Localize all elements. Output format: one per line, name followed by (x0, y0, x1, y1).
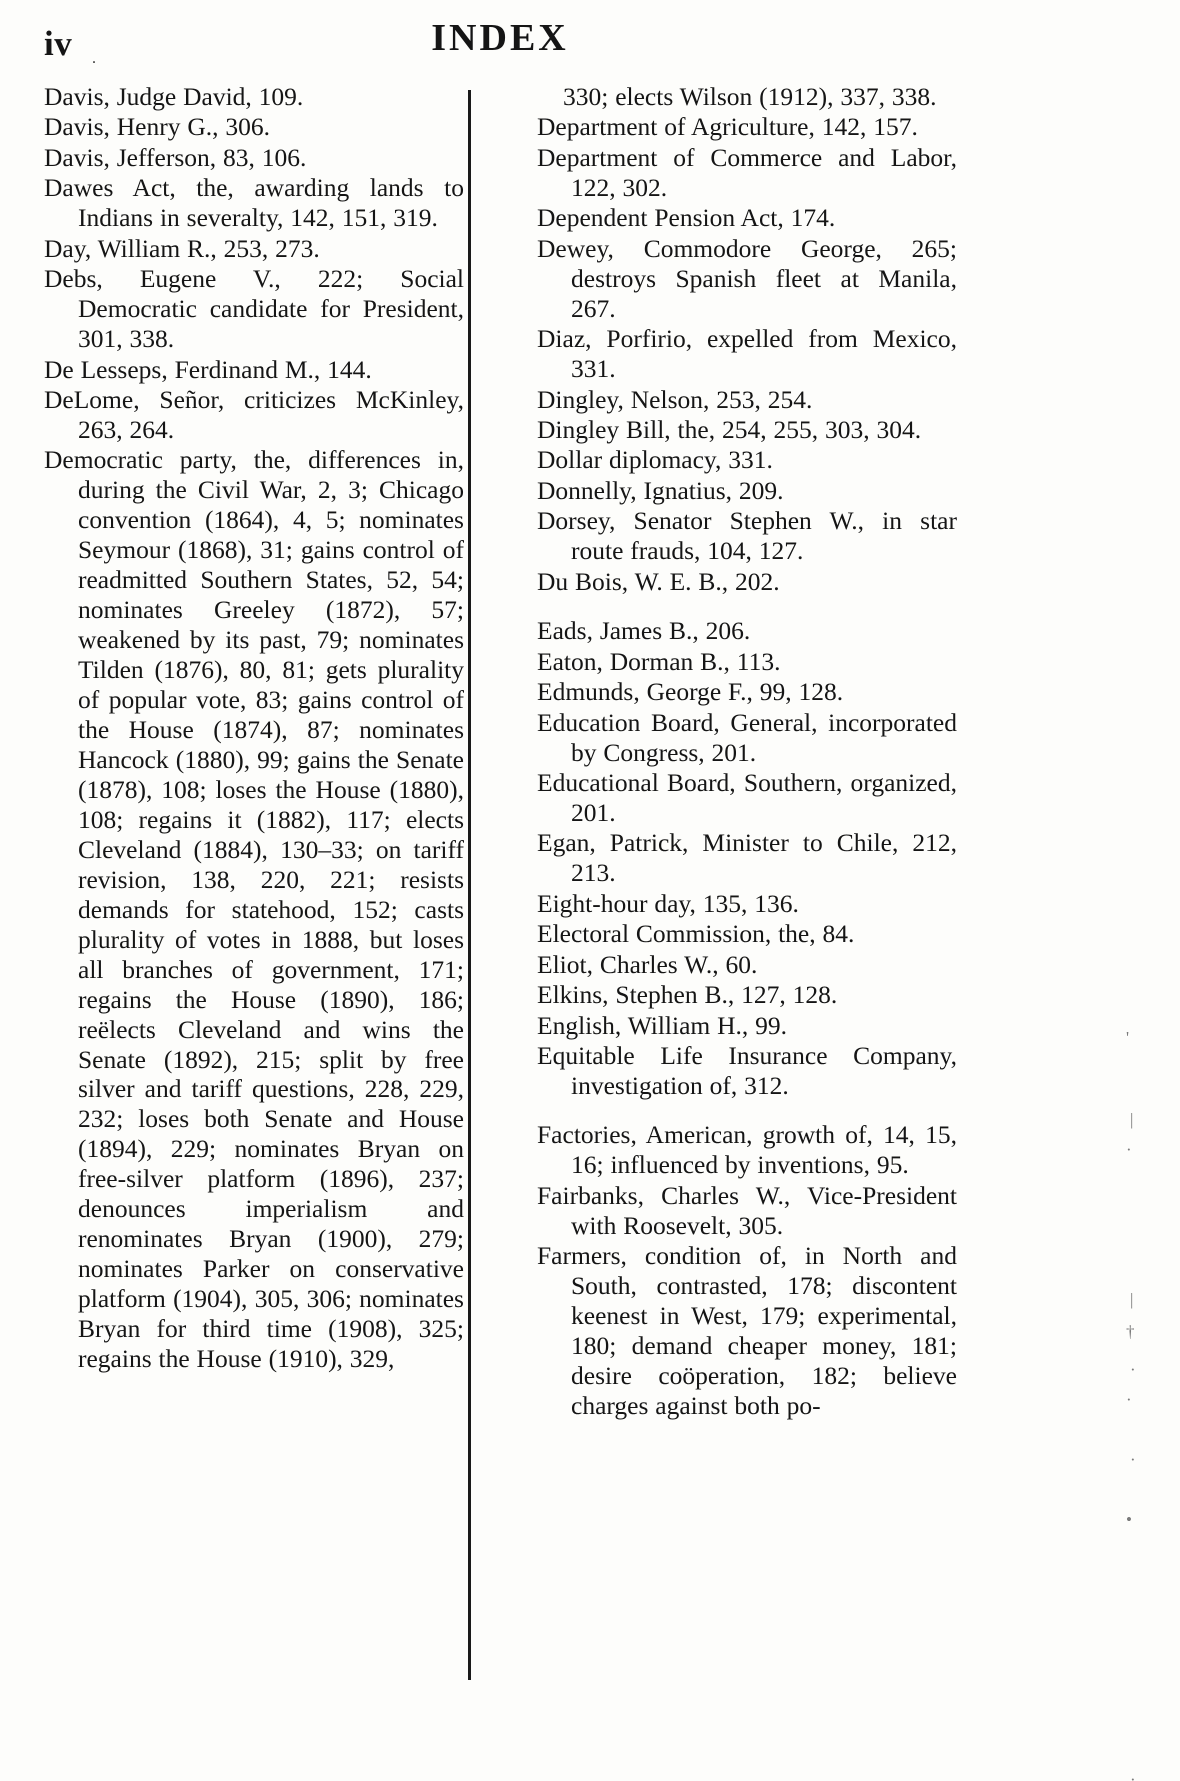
index-entry (537, 1011, 957, 1041)
index-entry-text: Factories, American, growth of, 14, 15, 16; influenced by inventions, 95. (537, 1120, 957, 1180)
index-entry-text: Day, William R., 253, 273. (44, 233, 320, 263)
index-column-right (537, 82, 957, 1421)
index-entry (537, 143, 957, 203)
margin-mark: ' (1126, 1028, 1130, 1047)
index-entry (44, 385, 464, 445)
margin-mark: • (1126, 1510, 1132, 1529)
margin-mark: | (1130, 1290, 1134, 1309)
margin-mark: | (1130, 1110, 1134, 1129)
index-entry (44, 112, 464, 142)
margin-mark: · (1130, 1770, 1136, 1781)
folio-mark: . (92, 50, 96, 67)
index-entry (537, 112, 957, 142)
letter-group-gap (537, 1101, 957, 1120)
index-entry (537, 647, 957, 677)
index-entry (537, 567, 957, 597)
index-entry (537, 203, 957, 233)
index-entry-text: Educational Board, Southern, organized, 201. (537, 767, 957, 827)
index-entry-text: Eight-hour day, 135, 136. (537, 888, 799, 918)
index-entry-text: Dingley Bill, the, 254, 255, 303, 304. (537, 414, 922, 444)
index-entry (537, 476, 957, 506)
index-entry (537, 415, 957, 445)
index-entry (44, 143, 464, 173)
index-entry (537, 234, 957, 324)
index-entry (537, 708, 957, 768)
index-entry-text: Equitable Life Insurance Company, investigation of, 312. (537, 1041, 957, 1100)
letter-group-gap (537, 597, 957, 616)
index-entry-text: Dollar diplomacy, 331. (537, 445, 773, 475)
margin-marks (1120, 0, 1180, 1781)
index-entry (44, 355, 464, 385)
index-entry-text: Davis, Jefferson, 83, 106. (44, 142, 307, 172)
index-entry-text: Davis, Judge David, 109. (44, 82, 304, 111)
margin-mark: · (1126, 1140, 1132, 1159)
index-entry (537, 980, 957, 1010)
index-entry-text: Education Board, General, incorporated by Congress, 201. (537, 707, 957, 767)
index-entry-text: Department of Commerce and Labor, 122, 302. (537, 142, 957, 202)
margin-mark: · (1126, 1390, 1132, 1409)
index-entry (537, 1041, 957, 1101)
index-entry-text: Dorsey, Senator Stephen W., in star route frauds, 104, 127. (537, 506, 957, 566)
index-entry (537, 828, 957, 888)
index-entry (537, 445, 957, 475)
index-entry (537, 768, 957, 828)
index-entry-text: Electoral Commission, the, 84. (537, 919, 855, 949)
index-entry-text: Davis, Henry G., 306. (44, 112, 271, 142)
index-entry (537, 82, 957, 112)
index-entry-text: Diaz, Porfirio, expelled from Mexico, 331. (537, 324, 957, 384)
index-entry-text: Fairbanks, Charles W., Vice-President with Roosevelt, 305. (537, 1180, 957, 1240)
index-entry (44, 264, 464, 354)
index-entry (537, 919, 957, 949)
index-entry-text: Dingley, Nelson, 253, 254. (537, 384, 813, 414)
index-entry (537, 506, 957, 566)
index-entry-text: DeLome, Señor, criticizes McKinley, 263, 264. (44, 385, 464, 444)
index-entry-text: Debs, Eugene V., 222; Social Democratic candidate for President, 301, 338. (44, 264, 464, 354)
margin-mark: · (1130, 1450, 1136, 1469)
index-entry-text: Elkins, Stephen B., 127, 128. (537, 980, 838, 1010)
index-entry-text: Eaton, Dorman B., 113. (537, 646, 781, 676)
index-entry-text: De Lesseps, Ferdinand M., 144. (44, 354, 372, 384)
index-entry (537, 1120, 957, 1180)
index-entry (537, 1241, 957, 1421)
index-entry-text: Dewey, Commodore George, 265; destroys Spanish fleet at Manila, 267. (537, 233, 957, 323)
margin-mark: · (1130, 1360, 1136, 1379)
index-entry (537, 616, 957, 646)
index-entry (537, 889, 957, 919)
index-entry-text: English, William H., 99. (537, 1010, 788, 1040)
index-entry (537, 677, 957, 707)
index-entry-text: Donnelly, Ignatius, 209. (537, 475, 784, 505)
index-entry-text: Farmers, condition of, in North and South, contrasted, 178; discontent keenest in West, 179; experimental, 180; demand cheaper money, 181; desire coöperation, 182; believe charges against both po- (537, 1241, 957, 1421)
index-entry (537, 950, 957, 980)
folio-number: iv (44, 24, 73, 63)
index-entry (44, 82, 464, 112)
index-entry (44, 173, 464, 233)
index-entry (537, 385, 957, 415)
index-entry-text: Dependent Pension Act, 174. (537, 203, 836, 233)
page-title: INDEX (431, 17, 569, 59)
index-entry-text: Edmunds, George F., 99, 128. (537, 677, 844, 707)
index-entry-text: Eliot, Charles W., 60. (537, 949, 758, 979)
margin-mark: † (1126, 1322, 1135, 1341)
index-entry-text: Dawes Act, the, awarding lands to Indians in severalty, 142, 151, 319. (44, 173, 464, 233)
index-entry-text: Eads, James B., 206. (537, 616, 751, 646)
index-entry (537, 324, 957, 384)
index-entry-text: Democratic party, the, differences in, during the Civil War, 2, 3; Chicago convention (1864), 4, 5; nominates Seymour (1868), 31; gains control of readmitted Southern States, 52, 54; nominates Greeley (1872), 57; weakened by its past, 79; nominates Tilden (1876), 80, 81; gets plurality of popular vote, 83; gains control of the House (1874), 87; nominates Hancock (1880), 99; gains the Senate (1878), 108; loses the House (1880), 108; regains it (1882), 117; elects Cleveland (1884), 130–33; on tariff revision, 138, 220, 221; resists demands for statehood, 152; casts plurality of votes in 1888, but loses all branches of government, 171; regains the House (1890), 186; reëlects Cleveland and wins the Senate (1892), 215; split by free silver and tariff questions, 228, 229, 232; loses both Senate and House (1894), 229; nominates Bryan on free-silver platform (1896), 237; denounces imperialism and renominates Bryan (1900), 279; nominates Parker on conservative platform (1904), 305, 306; nominates Bryan for third time (1908), 325; regains the House (1910), 329, (44, 445, 464, 1374)
page-header (0, 14, 1180, 70)
index-entry-text: 330; elects Wilson (1912), 337, 338. (563, 82, 937, 111)
index-entry-text: Du Bois, W. E. B., 202. (537, 566, 780, 596)
index-entry (44, 234, 464, 264)
index-entry-text: Egan, Patrick, Minister to Chile, 212, 213. (537, 828, 957, 888)
index-entry (537, 1181, 957, 1241)
index-entry-text: Department of Agriculture, 142, 157. (537, 112, 918, 142)
index-column-left (44, 82, 464, 1374)
index-entry (44, 445, 464, 1374)
index-columns (44, 82, 1054, 1762)
